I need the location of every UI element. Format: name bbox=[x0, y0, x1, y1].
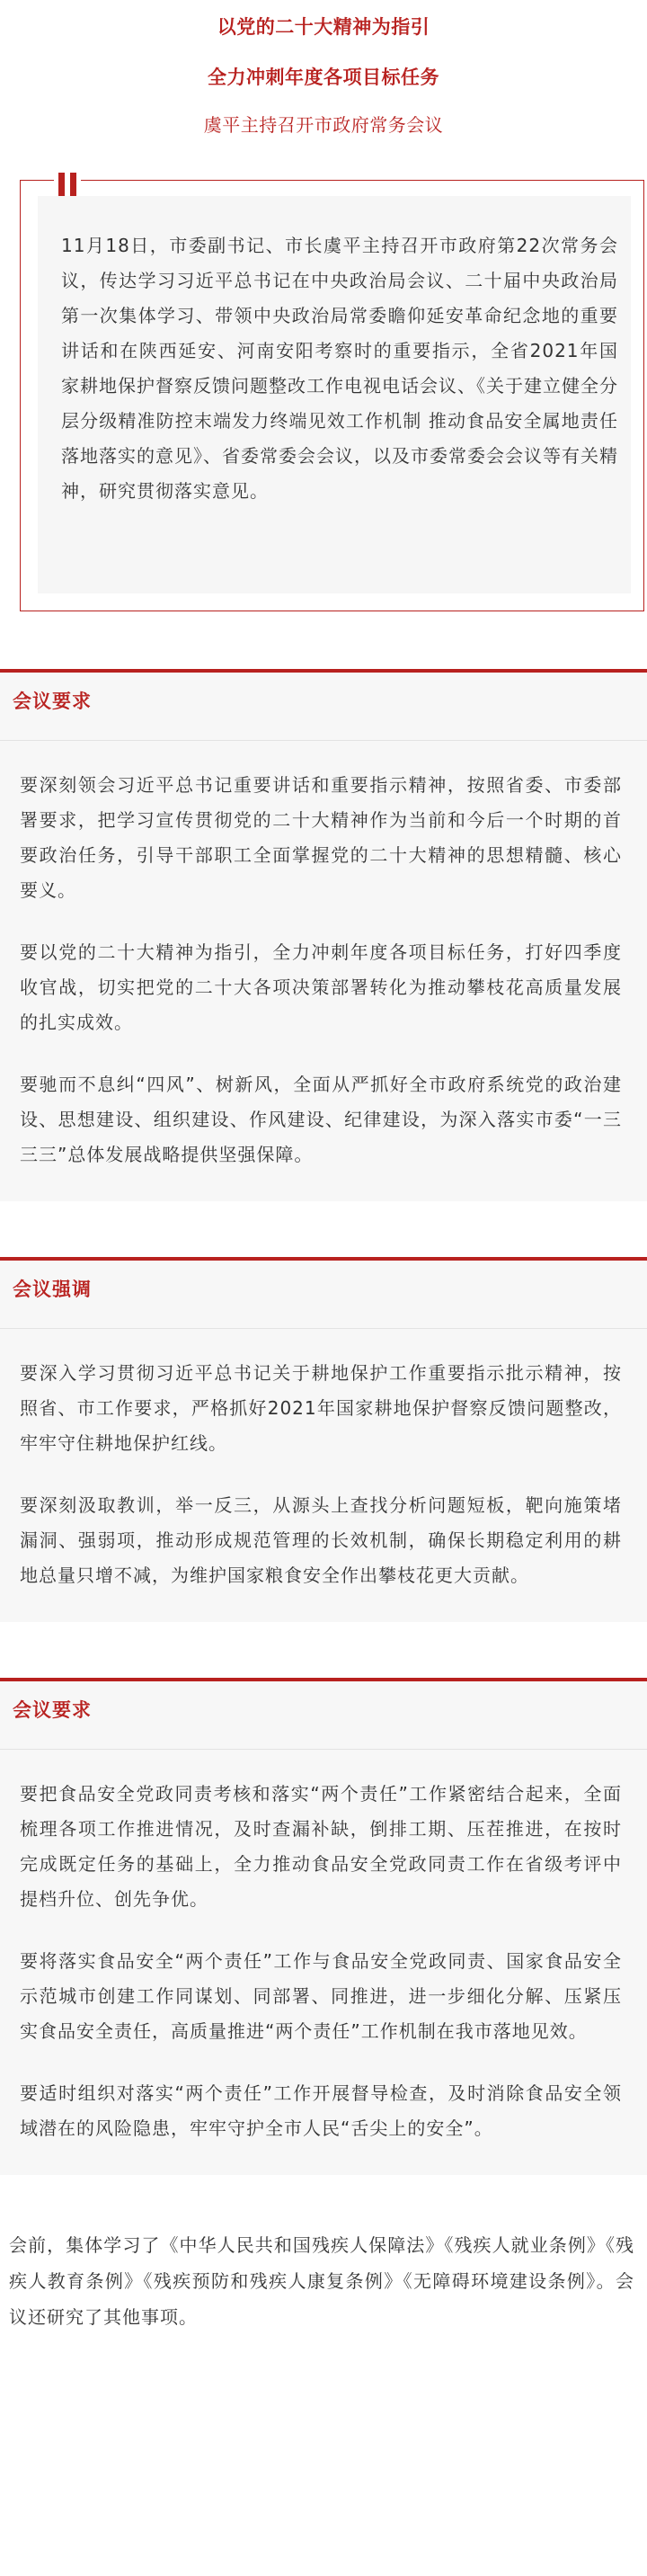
section-body bbox=[0, 741, 647, 1178]
double-bar-icon bbox=[54, 173, 81, 196]
intro-paragraph: 11月18日，市委副书记、市长虞平主持召开市政府第22次常务会议，传达学习习近平总书记在中央政治局会议、二十届中央政治局第一次集体学习、带领中央政治局常委瞻仰延安革命纪念地的重要讲话和在陕西延安、河南安阳考察时的重要指示，全省2021年国家耕地保护督察反馈问题整改工作电视电话会议、《关于建立健全分层分级精准防控末端发力终端见效工作机制 推动食品安全属地责任落地落实的意见》、省委常委会会议，以及市委常委会会议等有关精神，研究贯彻落实意见。 bbox=[61, 235, 618, 502]
headline-subtitle: 虞平主持召开市政府常务会议 bbox=[203, 114, 444, 136]
paragraph: 要深刻汲取教训，举一反三，从源头上查找分析问题短板，靶向施策堵漏洞、强弱项，推动形成规范管理的长效机制，确保长期稳定利用的耕地总量只增不减，为维护国家粮食安全作出攀枝花更大贡献。 bbox=[20, 1494, 622, 1586]
paragraph: 要驰而不息纠“四风”、树新风，全面从严抓好全市政府系统党的政治建设、思想建设、组织建设、作风建设、纪律建设，为深入落实市委“一三三三”总体发展战略提供坚强保障。 bbox=[20, 1074, 622, 1165]
paragraph: 要深刻领会习近平总书记重要讲话和重要指示精神，按照省委、市委部署要求，把学习宣传贯彻党的二十大精神作为当前和今后一个时期的首要政治任务，引导干部职工全面掌握党的二十大精神的思想精髓、核心要义。 bbox=[20, 774, 622, 901]
intro-panel bbox=[38, 196, 631, 593]
section-body bbox=[0, 1329, 647, 1599]
headline-line-2: 全力冲刺年度各项目标任务 bbox=[208, 67, 439, 88]
article-header bbox=[0, 0, 647, 140]
section-body bbox=[0, 1750, 647, 2152]
section-title: 会议要求 bbox=[13, 1699, 92, 1721]
section-title: 会议强调 bbox=[13, 1279, 92, 1300]
section-meeting-emphasis bbox=[0, 1257, 647, 1622]
paragraph: 要把食品安全党政同责考核和落实“两个责任”工作紧密结合起来，全面梳理各项工作推进情况，及时查漏补缺，倒排工期、压茬推进，在按时完成既定任务的基础上，全力推动食品安全党政同责工作在省级考评中提档升位、创先争优。 bbox=[20, 1783, 622, 1910]
section-meeting-requirements-1 bbox=[0, 669, 647, 1201]
paragraph: 要以党的二十大精神为指引，全力冲刺年度各项目标任务，打好四季度收官战，切实把党的二十大各项决策部署转化为推动攀枝花高质量发展的扎实成效。 bbox=[20, 941, 622, 1033]
section-header bbox=[0, 1678, 647, 1750]
headline-line-1: 以党的二十大精神为指引 bbox=[217, 16, 430, 38]
intro-frame bbox=[20, 180, 645, 611]
section-title: 会议要求 bbox=[13, 691, 92, 712]
paragraph: 要适时组织对落实“两个责任”工作开展督导检查，及时消除食品安全领域潜在的风险隐患，牢牢守护全市人民“舌尖上的安全”。 bbox=[20, 2082, 622, 2139]
paragraph: 要将落实食品安全“两个责任”工作与食品安全党政同责、国家食品安全示范城市创建工作同谋划、同部署、同推进，进一步细化分解、压紧压实食品安全责任，高质量推进“两个责任”工作机制在我市落地见效。 bbox=[20, 1950, 622, 2042]
closing-paragraph: 会前，集体学习了《中华人民共和国残疾人保障法》《残疾人就业条例》《残疾人教育条例》《残疾预防和残疾人康复条例》《无障碍环境建设条例》。会议还研究了其他事项。 bbox=[9, 2234, 634, 2328]
section-meeting-requirements-2 bbox=[0, 1678, 647, 2175]
section-header bbox=[0, 1257, 647, 1329]
section-header bbox=[0, 669, 647, 741]
paragraph: 要深入学习贯彻习近平总书记关于耕地保护工作重要指示批示精神，按照省、市工作要求，严格抓好2021年国家耕地保护督察反馈问题整改，牢牢守住耕地保护红线。 bbox=[20, 1362, 622, 1454]
